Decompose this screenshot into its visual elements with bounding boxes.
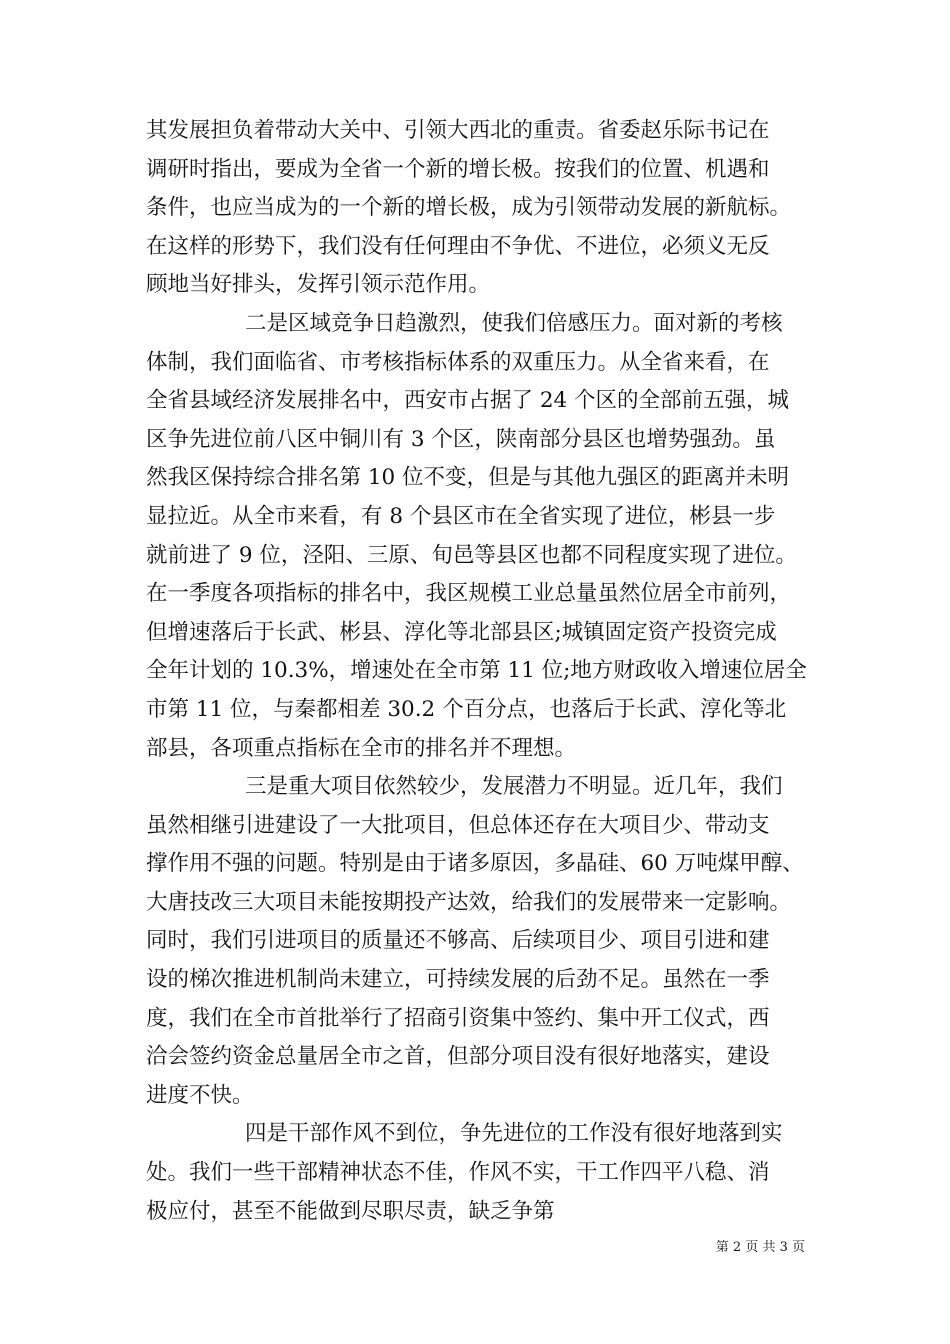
text-line: 然我区保持综合排名第 10 位不变，但是与其他九强区的距离并未明 — [146, 465, 790, 491]
text-line: 四是干部作风不到位，争先进位的工作没有很好地落到实 — [245, 1121, 783, 1147]
text-line: 其发展担负着带动大关中、引领大西北的重责。省委赵乐际书记在 — [146, 118, 770, 143]
text-line: 进度不快。 — [146, 1082, 254, 1108]
text-line: 在一季度各项指标的排名中，我区规模工业总量虽然位居全市前列， — [146, 581, 792, 607]
text-line: 设的梯次推进机制尚未建立，可持续发展的后劲不足。虽然在一季 — [146, 967, 770, 993]
text-line: 部县，各项重点指标在全市的排名并不理想。 — [146, 735, 577, 761]
text-line: 调研时指出，要成为全省一个新的增长极。按我们的位置、机遇和 — [146, 156, 770, 182]
text-line: 度，我们在全市首批举行了招商引资集中签约、集中开工仪式，西 — [146, 1005, 770, 1031]
text-line: 同时，我们引进项目的质量还不够高、后续项目少、项目引进和建 — [146, 928, 770, 954]
text-line: 在这样的形势下，我们没有任何理由不争优、不进位，必须义无反 — [146, 233, 770, 259]
text-line: 撑作用不强的问题。特别是由于诸多原因，多晶硅、60 万吨煤甲醇、 — [146, 851, 804, 877]
text-line: 顾地当好排头，发挥引领示范作用。 — [146, 272, 491, 298]
text-line: 极应付，甚至不能做到尽职尽责，缺乏争第 — [146, 1198, 555, 1224]
text-line: 就前进了 9 位，泾阳、三原、旬邑等县区也都不同程度实现了进位。 — [146, 542, 797, 568]
text-line: 显拉近。从全市来看，有 8 个县区市在全省实现了进位，彬县一步 — [146, 503, 776, 529]
text-line: 大唐技改三大项目未能按期投产达效，给我们的发展带来一定影响。 — [146, 889, 792, 915]
text-line: 全年计划的 10.3%，增速处在全市第 11 位;地方财政收入增速位居全 — [146, 658, 807, 684]
text-line: 区争先进位前八区中铜川有 3 个区，陕南部分县区也增势强劲。虽 — [146, 426, 776, 452]
text-line: 洽会签约资金总量居全市之首，但部分项目没有很好地落实，建设 — [146, 1044, 770, 1070]
text-line: 三是重大项目依然较少，发展潜力不明显。近几年，我们 — [245, 774, 783, 800]
text-line: 处。我们一些干部精神状态不佳，作风不实，干工作四平八稳、消 — [146, 1160, 770, 1186]
text-line: 体制，我们面临省、市考核指标体系的双重压力。从全省来看，在 — [146, 349, 770, 375]
text-line: 市第 11 位，与秦都相差 30.2 个百分点，也落后于长武、淳化等北 — [146, 696, 787, 722]
text-line: 二是区域竞争日趋激烈，使我们倍感压力。面对新的考核 — [245, 310, 783, 336]
page-number: 第 2 页 共 3 页 — [715, 1240, 805, 1255]
text-line: 条件，也应当成为的一个新的增长极，成为引领带动发展的新航标。 — [146, 195, 792, 221]
body-text — [146, 112, 811, 1231]
text-line: 全省县域经济发展排名中，西安市占据了 24 个区的全部前五强，城 — [146, 388, 790, 414]
text-line: 但增速落后于长武、彬县、淳化等北部县区;城镇固定资产投资完成 — [146, 619, 777, 645]
text-line: 虽然相继引进建设了一大批项目，但总体还存在大项目少、带动支 — [146, 812, 770, 838]
